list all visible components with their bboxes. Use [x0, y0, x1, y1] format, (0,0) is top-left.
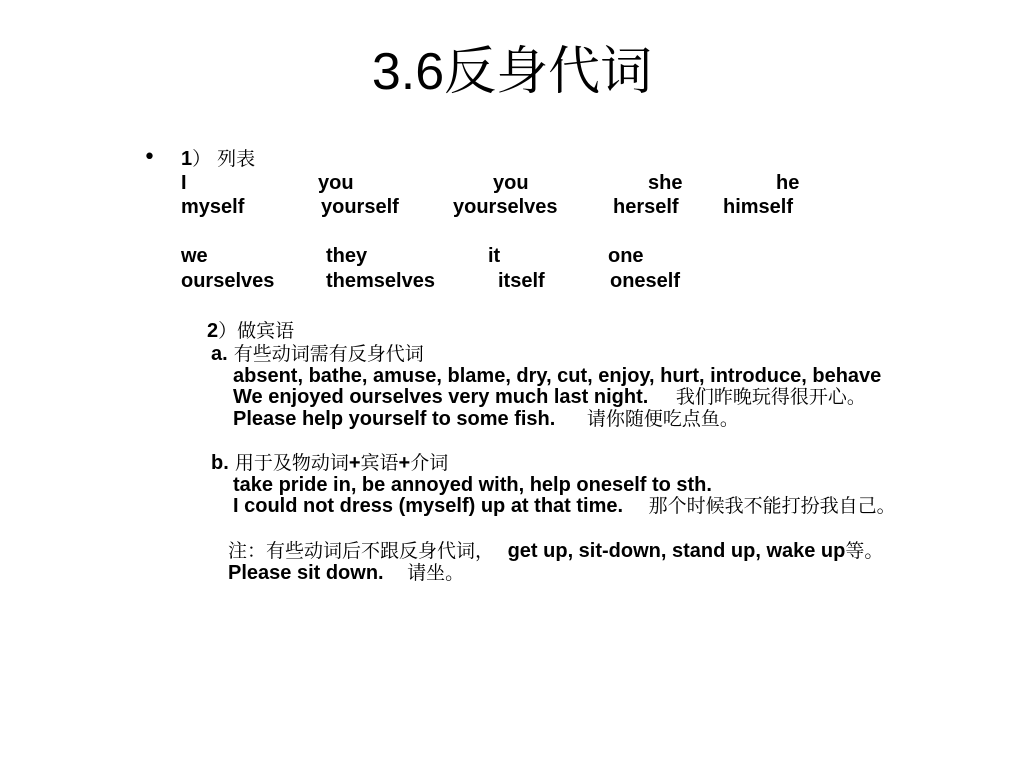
pronoun-cell: he	[776, 172, 800, 194]
phrase-list: take pride in, be annoyed with, help oneself to sth.	[233, 474, 712, 496]
reflexive-cell: himself	[723, 196, 794, 218]
reflexive-cell: myself	[181, 196, 245, 218]
note-en: get up, sit-down, stand up, wake up	[507, 540, 846, 562]
subsection-b-heading	[211, 453, 448, 473]
example-line	[228, 563, 464, 583]
example-line	[233, 387, 866, 407]
reflexive-cell: oneself	[610, 270, 681, 292]
verb-list: absent, bathe, amuse, blame, dry, cut, enjoy, hurt, introduce, behave	[233, 365, 882, 387]
reflexive-cell: ourselves	[181, 270, 275, 292]
note-end: 等。	[845, 540, 884, 562]
subsection-b-text: 介词	[410, 452, 449, 474]
subsection-a-label: a.	[211, 343, 228, 365]
pronoun-cell: one	[608, 245, 644, 267]
reflexive-cell: yourself	[321, 196, 399, 218]
reflexive-cell: herself	[613, 196, 679, 218]
note-line	[228, 541, 883, 561]
subsection-b-text: 宾语	[360, 452, 399, 474]
pronoun-cell: it	[488, 245, 501, 267]
pronoun-cell: we	[181, 245, 208, 267]
example-line	[233, 409, 739, 429]
section1-heading	[181, 149, 255, 169]
pronoun-cell: you	[493, 172, 529, 194]
note-cn: 注：有些动词后不跟反身代词，	[228, 540, 495, 562]
slide-title: 3.6反身代词	[371, 43, 653, 101]
reflexive-cell: itself	[498, 270, 545, 292]
example-en: Please help yourself to some fish.	[233, 408, 556, 430]
pronoun-cell: she	[648, 172, 683, 194]
reflexive-cell: yourselves	[453, 196, 558, 218]
example-cn: 那个时候我不能打扮我自己。	[648, 495, 896, 517]
subsection-a-text: 有些动词需有反身代词	[227, 343, 424, 365]
example-cn: 请你随便吃点鱼。	[586, 408, 739, 430]
section2-heading-text: ）做宾语	[218, 320, 295, 342]
section2-heading-num: 2	[207, 320, 219, 342]
example-en: Please sit down.	[228, 562, 384, 584]
section1-heading-text: ） 列表	[192, 148, 256, 170]
example-en: I could not dress (myself) up at that time.	[233, 495, 624, 517]
pronoun-cell: they	[326, 245, 368, 267]
example-line	[233, 496, 896, 516]
plus-sign: +	[348, 452, 361, 474]
subsection-b-label: b.	[211, 452, 229, 474]
bullet-icon: •	[143, 145, 156, 170]
section1-heading-num: 1	[181, 148, 193, 170]
plus-sign: +	[398, 452, 411, 474]
pronoun-cell: I	[181, 172, 187, 194]
example-cn: 请坐。	[407, 562, 465, 584]
pronoun-cell: you	[318, 172, 354, 194]
subsection-b-text: 用于及物动词	[228, 452, 349, 474]
example-en: We enjoyed ourselves very much last night.	[233, 386, 649, 408]
example-cn: 我们昨晚玩得很开心。	[675, 386, 866, 408]
reflexive-cell: themselves	[326, 270, 435, 292]
section2-heading	[207, 321, 294, 341]
subsection-a-heading	[211, 344, 424, 364]
